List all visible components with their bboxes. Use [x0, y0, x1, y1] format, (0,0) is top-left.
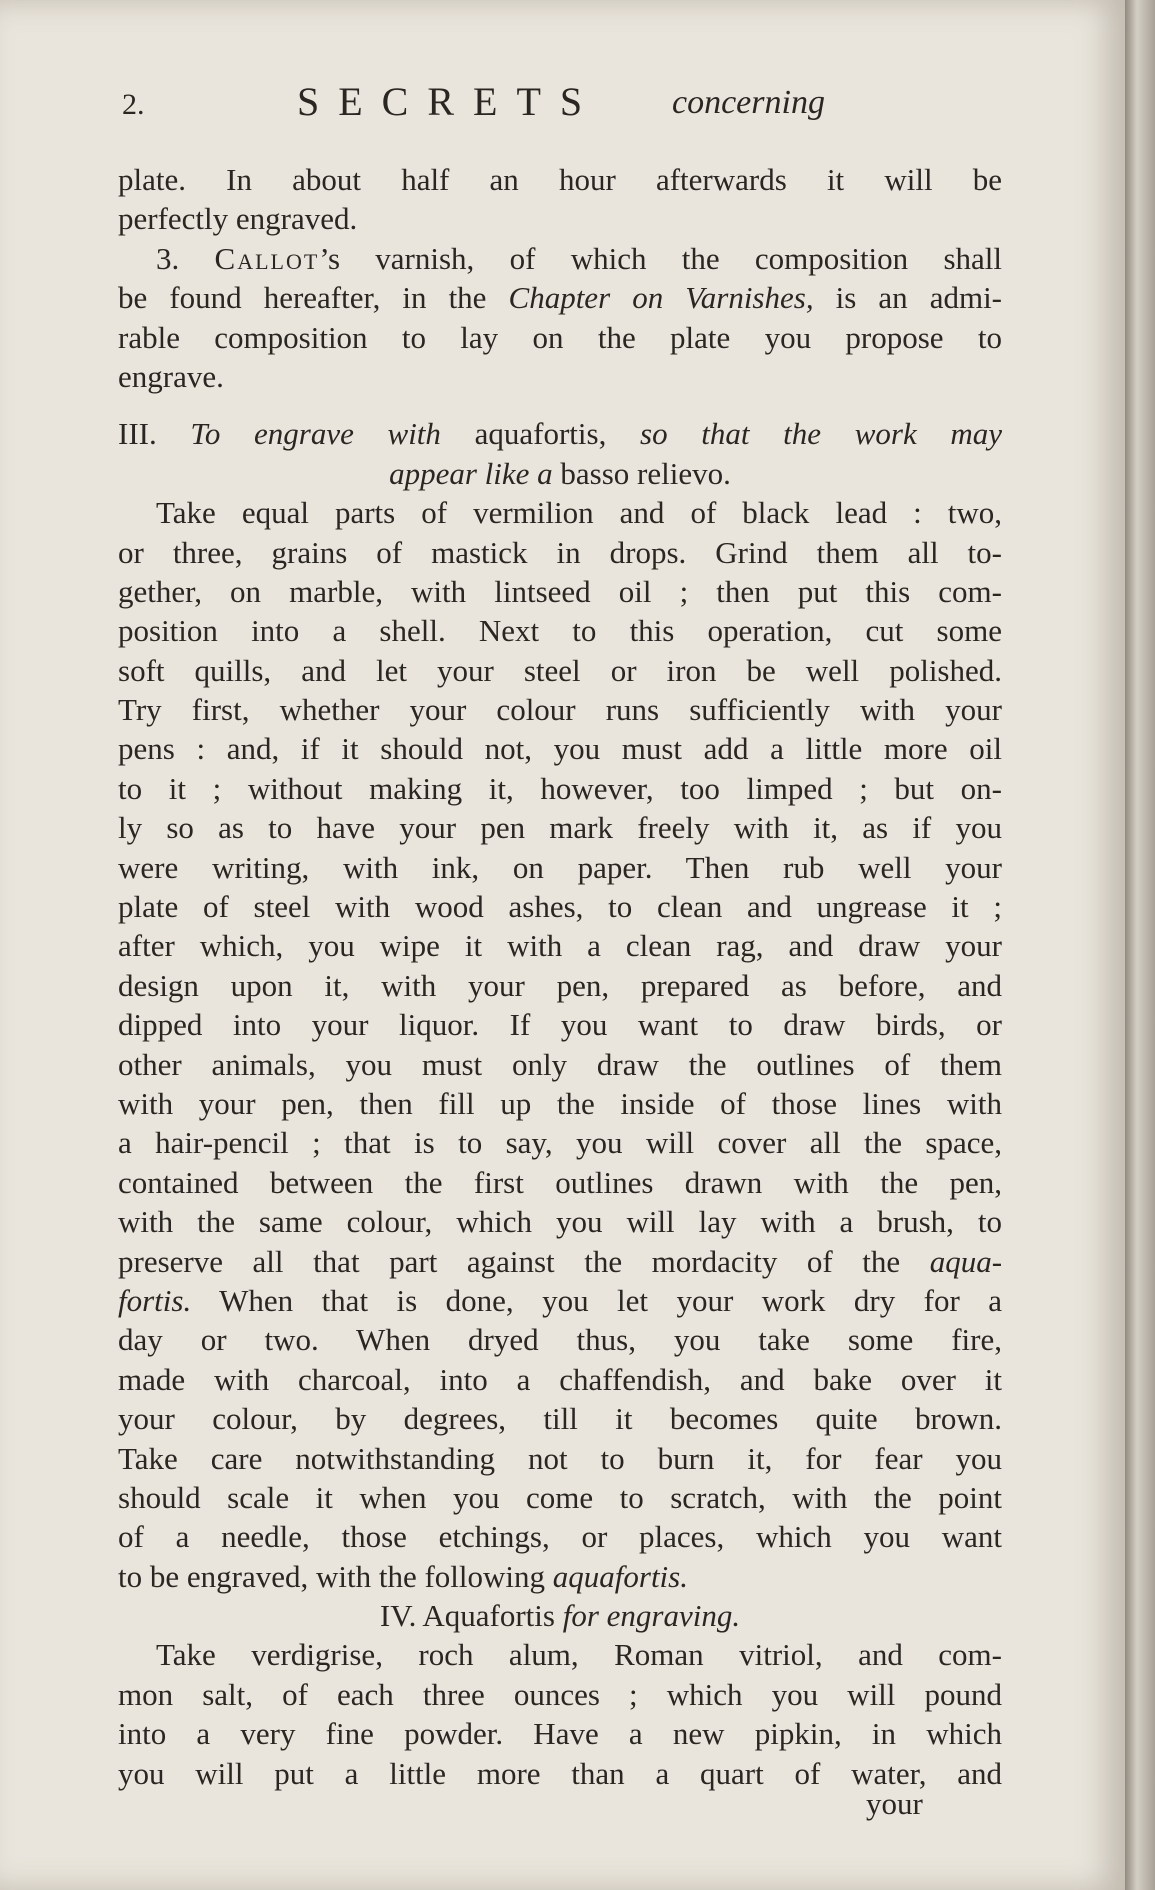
text-line: perfectly engraved.	[118, 201, 358, 237]
text-line: dipped into your liquor. If you want to draw birds, or	[118, 1007, 1002, 1043]
text-line: other animals, you must only draw the outlines of them	[118, 1046, 1002, 1082]
running-head-italic: concerning	[672, 84, 825, 121]
heading-italic: so that the work may	[640, 416, 1003, 452]
text-line: into a very fine powder. Have a new pipkin, in which	[118, 1716, 1002, 1752]
text-line-mixed	[118, 1557, 1002, 1596]
text-line: soft quills, and let your steel or iron be well polished.	[118, 652, 1002, 688]
text-line: Take verdigrise, roch alum, Roman vitriol, and com-	[156, 1637, 1002, 1673]
page-header	[122, 70, 1002, 130]
text-line: or three, grains of mastick in drops. Grind them all to-	[118, 534, 1002, 570]
text-line: with your pen, then fill up the inside of those lines with	[118, 1085, 1002, 1121]
italic-word: fortis.	[118, 1282, 192, 1318]
text-line-mixed	[118, 1242, 1002, 1281]
text-line: Take equal parts of vermilion and of black lead : two,	[156, 495, 1002, 531]
text-line: made with charcoal, into a chaffendish, and bake over it	[118, 1361, 1002, 1397]
text-line: gether, on marble, with lintseed oil ; then put this com-	[118, 573, 1002, 609]
text-line: Try first, whether your colour runs sufficiently with your	[118, 692, 1002, 728]
section-heading-3-line-2	[118, 454, 1002, 493]
text-line: design upon it, with your pen, prepared as before, and	[118, 967, 1002, 1003]
text-line: plate of steel with wood ashes, to clean and ungrease it ;	[118, 889, 1002, 925]
text-line: contained between the first outlines drawn with the pen,	[118, 1164, 1002, 1200]
text-span: is an admi-	[835, 280, 1003, 316]
text-line: were writing, with ink, on paper. Then rub well your	[118, 849, 1002, 885]
text-span: ’s varnish, of which the composition shall	[319, 240, 1003, 276]
book-binding-edge	[1125, 0, 1155, 1890]
text-line: you will put a little more than a quart of water, and	[118, 1755, 1002, 1791]
section-heading-4	[118, 1596, 1002, 1635]
section-gap	[118, 396, 1002, 414]
heading-roman: aquafortis,	[474, 416, 607, 452]
text-line: ly so as to have your pen mark freely with it, as if you	[118, 810, 1002, 846]
heading-italic: for engraving.	[562, 1598, 741, 1634]
catchword: your	[866, 1786, 923, 1821]
page-number: 2.	[122, 88, 145, 121]
text-line: with the same colour, which you will lay with a brush, to	[118, 1204, 1002, 1240]
chapter-reference: Chapter on Varnishes,	[508, 280, 814, 316]
text-line: of a needle, those etchings, or places, which you want	[118, 1519, 1002, 1555]
section-number: IV.	[379, 1598, 417, 1634]
text-span: to be engraved, with the following	[118, 1558, 546, 1594]
text-line: to it ; without making it, however, too limped ; but on-	[118, 770, 1002, 806]
heading-italic: appear like a	[389, 455, 553, 491]
text-line: day or two. When dryed thus, you take some fire,	[118, 1322, 1002, 1358]
body-text	[118, 160, 1002, 1793]
italic-word: aquafortis.	[552, 1558, 688, 1594]
section-heading-3-line-1	[118, 414, 1002, 453]
paragraph-3-line-2	[118, 278, 1002, 317]
text-line: engrave.	[118, 358, 224, 394]
text-line: should scale it when you come to scratch, with the point	[118, 1479, 1002, 1515]
heading-roman: basso relievo.	[560, 455, 731, 491]
text-span: preserve all that part against the mordacity of the	[118, 1243, 901, 1279]
text-line-mixed	[118, 1281, 1002, 1320]
paragraph-3-line-1	[118, 239, 1002, 278]
paragraph-number: 3.	[156, 240, 180, 276]
heading-italic: To engrave with	[190, 416, 441, 452]
text-line: rable composition to lay on the plate you propose to	[118, 319, 1002, 355]
text-line: plate. In about half an hour afterwards it will be	[118, 162, 1002, 197]
text-line: after which, you wipe it with a clean rag, and draw your	[118, 928, 1002, 964]
text-line: your colour, by degrees, till it becomes quite brown.	[118, 1401, 1002, 1437]
italic-word: aqua-	[929, 1243, 1003, 1279]
heading-roman: Aquafortis	[422, 1598, 555, 1634]
proper-name: Callot	[214, 240, 320, 276]
section-number: III.	[118, 416, 157, 452]
text-line: pens : and, if it should not, you must add a little more oil	[118, 731, 1002, 767]
text-span: When that is done, you let your work dry for a	[219, 1282, 1002, 1318]
running-head: SECRETS	[297, 79, 602, 124]
text-line: mon salt, of each three ounces ; which you will pound	[118, 1676, 1002, 1712]
text-span: be found hereafter, in the	[118, 280, 487, 316]
text-line: Take care notwithstanding not to burn it, for fear you	[118, 1440, 1002, 1476]
text-line: position into a shell. Next to this operation, cut some	[118, 613, 1002, 649]
text-line: a hair-pencil ; that is to say, you will cover all the space,	[118, 1125, 1002, 1161]
